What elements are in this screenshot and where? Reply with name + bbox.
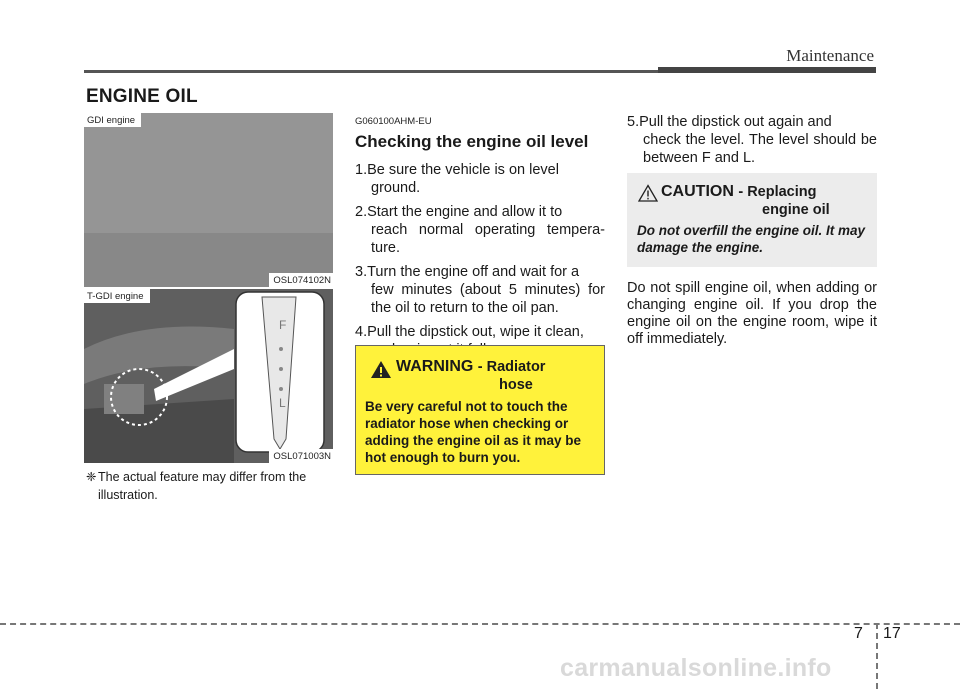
- tgdi-engine-illustration: [84, 289, 333, 463]
- note-text-rest: illustration.: [98, 488, 158, 502]
- step-text: Be sure the vehicle is on level: [367, 162, 559, 178]
- figure-code: OSL071003N: [269, 449, 333, 463]
- step-number: 1.: [355, 162, 368, 178]
- step-5: [627, 113, 877, 167]
- procedure-column-continued: [627, 113, 877, 173]
- step-text: Pull the dipstick out, wipe it clean,: [367, 324, 584, 340]
- warning-heading: [396, 358, 596, 394]
- section-title: ENGINE OIL: [86, 86, 198, 107]
- warning-keyword: WARNING: [396, 358, 474, 375]
- caution-box: [627, 173, 877, 267]
- step-number: 3.: [355, 264, 368, 280]
- step-number: 5.: [627, 114, 640, 130]
- svg-text:F: F: [279, 318, 287, 332]
- step-1: [355, 161, 605, 197]
- caution-topic: - Replacing: [738, 184, 817, 200]
- caution-keyword: CAUTION: [661, 183, 734, 200]
- step-text-cont: reach normal operating tempera-ture.: [371, 222, 605, 256]
- procedure-code: G060100AHM-EU: [355, 116, 432, 127]
- chapter-number: 7: [854, 625, 863, 642]
- note-symbol-icon: ❈: [86, 470, 97, 484]
- step-text: Pull the dipstick out again and: [639, 114, 832, 130]
- step-number: 2.: [355, 204, 368, 220]
- step-text-cont: few minutes (about 5 minutes) for the oil to return to the oil pan.: [371, 282, 605, 316]
- warning-topic-cont: hose: [499, 377, 533, 393]
- note-text-first: The actual feature may differ from the: [98, 470, 307, 484]
- oil-spill-note: Do not spill engine oil, when adding or changing engine oil. If you drop the engine oil on the engine room, wipe it off immediately.: [627, 280, 877, 347]
- step-text: Turn the engine off and wait for a: [367, 264, 580, 280]
- svg-text:L: L: [279, 396, 286, 410]
- caution-topic-cont: engine oil: [762, 202, 830, 218]
- step-2: [355, 203, 605, 257]
- warning-box: [355, 345, 605, 475]
- page-number: 17: [883, 625, 901, 642]
- procedure-column: [355, 113, 605, 365]
- figure-label: T-GDI engine: [84, 289, 150, 303]
- figure-tgdi-engine: [84, 289, 333, 463]
- step-text-cont: check the level. The level should be between F and L.: [643, 132, 877, 166]
- figure-gdi-engine: [84, 113, 333, 287]
- step-text: Start the engine and allow it to: [367, 204, 563, 220]
- step-number: 4.: [355, 324, 368, 340]
- footer-divider: [876, 623, 878, 689]
- caution-triangle-icon: [638, 184, 658, 202]
- caution-heading: [661, 183, 871, 219]
- caution-body: Do not overfill the engine oil. It may damage the engine.: [637, 223, 866, 255]
- figure-label: GDI engine: [84, 113, 141, 127]
- warning-topic: - Radiator: [477, 359, 546, 375]
- procedure-title: Checking the engine oil level: [355, 132, 589, 151]
- watermark: carmanualsonline.info: [560, 654, 832, 682]
- figure-note: [86, 468, 338, 504]
- warning-triangle-icon: [370, 360, 392, 379]
- step-3: [355, 263, 605, 317]
- gdi-engine-illustration: [84, 113, 333, 287]
- step-text-cont: ground.: [371, 180, 421, 196]
- warning-body: Be very careful not to touch the radiator hose when checking or adding the engine oil as it may be hot enough to burn you.: [365, 399, 582, 465]
- figure-code: OSL074102N: [269, 273, 333, 287]
- footer-rule: [0, 623, 960, 625]
- chapter-title: Maintenance: [786, 46, 874, 65]
- header-rule-accent: [658, 67, 876, 73]
